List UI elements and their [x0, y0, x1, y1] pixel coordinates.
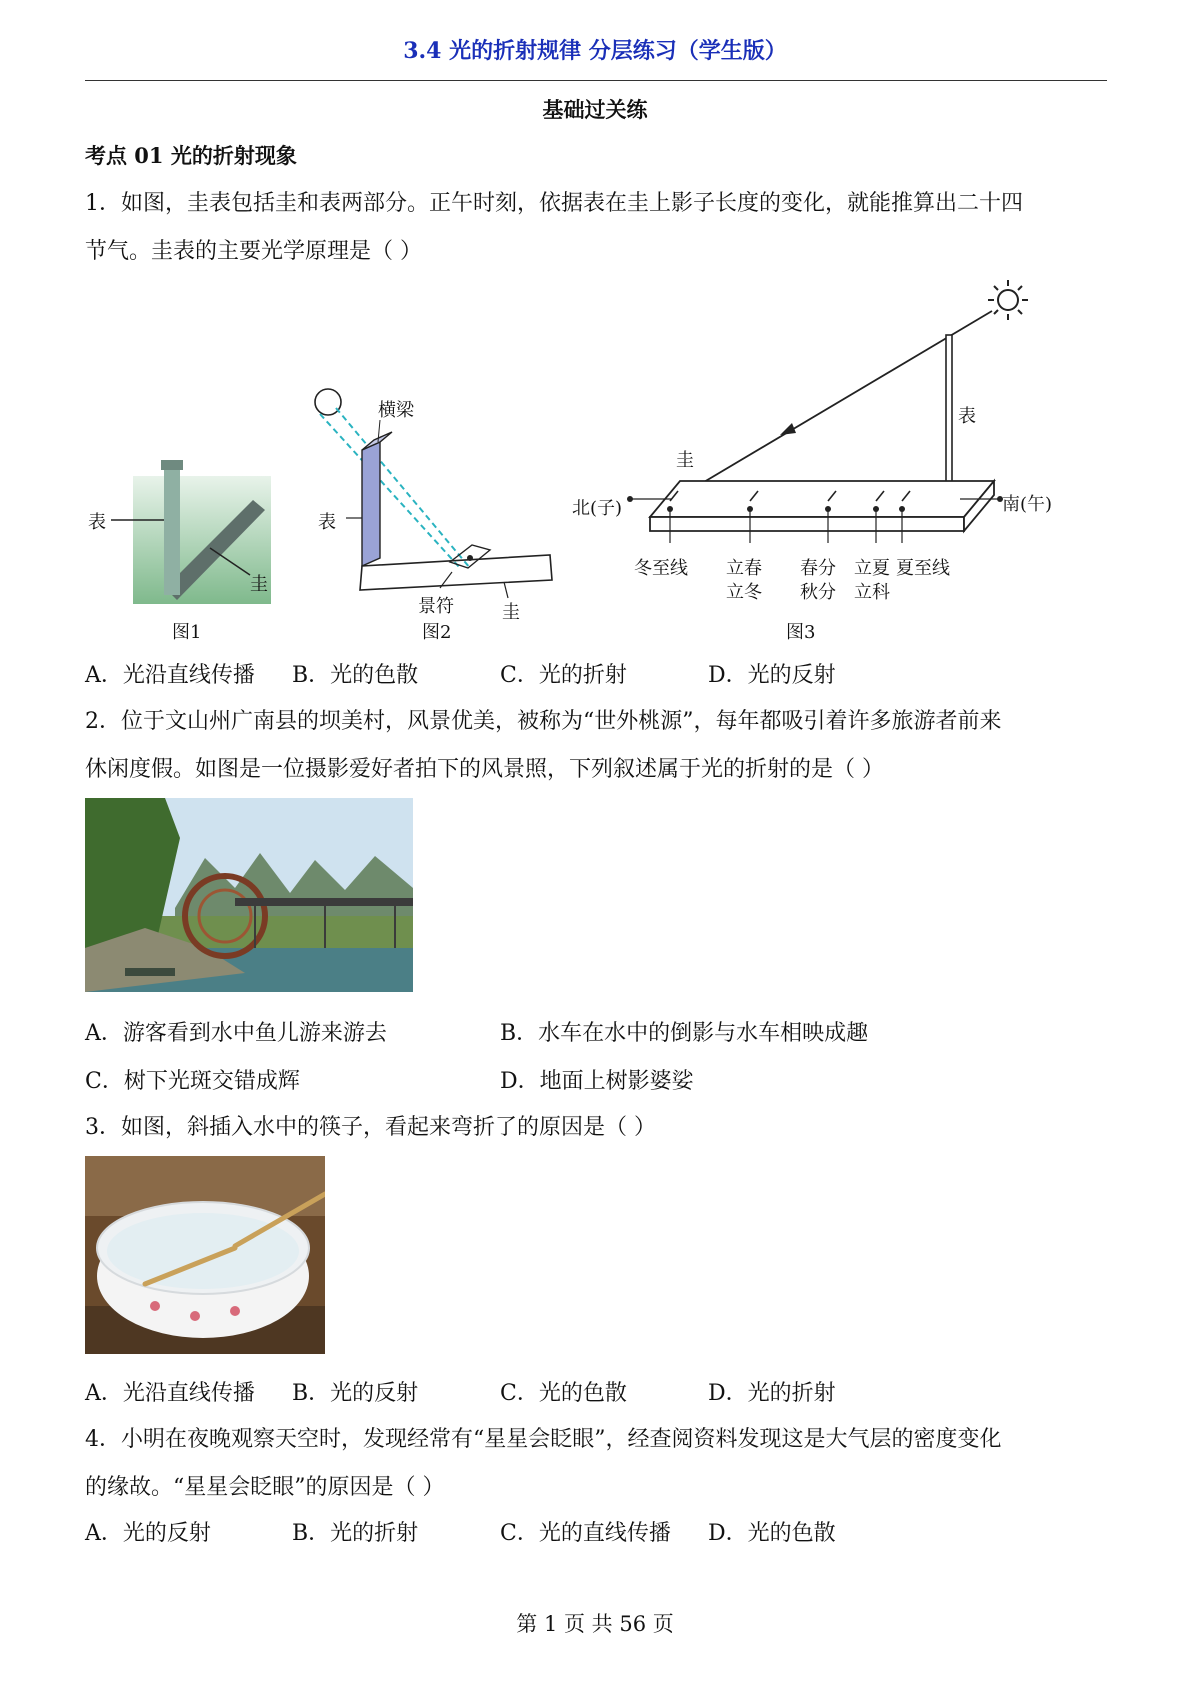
fig3-label-north: 北(子): [572, 498, 623, 519]
fig3-term-lidong: 立冬: [726, 582, 762, 603]
q2-text-line1: 2．位于文山州广南县的坝美村，风景优美，被称为“世外桃源”，每年都吸引着许多旅游者前来: [85, 709, 1002, 734]
fig3-caption: 图3: [786, 622, 816, 643]
topic-heading: 考点 01 光的折射现象: [85, 143, 297, 168]
q3-option-a[interactable]: A．光沿直线传播: [85, 1381, 255, 1406]
q4-option-b[interactable]: B．光的折射: [292, 1521, 419, 1546]
q1-option-a[interactable]: A．光沿直线传播: [85, 663, 255, 688]
fig1-label-gui: 圭: [250, 574, 268, 595]
page-title: 3.4 光的折射规律 分层练习（学生版）: [403, 38, 787, 64]
q2-landscape-photo: [85, 798, 413, 992]
q1-text-line2: 节气。圭表的主要光学原理是（ ）: [85, 239, 422, 264]
q3-text-line1: 3．如图，斜插入水中的筷子，看起来弯折了的原因是（ ）: [85, 1115, 656, 1140]
q2-option-d[interactable]: D．地面上树影婆娑: [500, 1069, 694, 1094]
fig3-term-like: 立科: [854, 582, 890, 603]
q4-text-line1: 4．小明在夜晚观察天空时，发现经常有“星星会眨眼”，经查阅资料发现这是大气层的密度变化: [85, 1427, 1002, 1452]
fig3-label-gui: 圭: [676, 450, 694, 471]
header-rule: [85, 80, 1107, 81]
fig3-label-south: 南(午): [1002, 494, 1053, 515]
q3-option-c[interactable]: C．光的色散: [500, 1381, 627, 1406]
fig2-label-gui: 圭: [502, 602, 520, 623]
fig3-term-qiufen: 秋分: [800, 582, 836, 603]
q4-option-d[interactable]: D．光的色散: [708, 1521, 836, 1546]
fig3-term-xiazhi: 夏至线: [896, 558, 950, 579]
fig1-label-biao: 表: [88, 512, 106, 533]
q3-chopstick-bowl-photo: [85, 1156, 325, 1354]
fig3-term-lixia: 立夏: [854, 558, 890, 579]
q1-text-line1: 1．如图，圭表包括圭和表两部分。正午时刻，依据表在圭上影子长度的变化，就能推算出二十四: [85, 191, 1024, 216]
q1-option-d[interactable]: D．光的反射: [708, 663, 836, 688]
section-title: 基础过关练: [542, 97, 648, 122]
fig2-label-jingfu: 景符: [418, 596, 454, 617]
fig3-label-biao: 表: [958, 406, 976, 427]
fig2-caption: 图2: [422, 622, 452, 643]
fig2-gnomon-diagram: [300, 380, 570, 610]
fig1-caption: 图1: [172, 622, 202, 643]
fig3-term-dongzhi: 冬至线: [634, 558, 688, 579]
q4-text-line2: 的缘故。“星星会眨眼”的原因是（ ）: [85, 1475, 445, 1500]
q2-option-a[interactable]: A．游客看到水中鱼儿游来游去: [85, 1021, 387, 1046]
q4-option-c[interactable]: C．光的直线传播: [500, 1521, 671, 1546]
fig3-term-lichun: 立春: [726, 558, 762, 579]
fig2-label-hengliang: 横梁: [378, 400, 414, 421]
fig3-term-chunfen: 春分: [800, 558, 836, 579]
q4-option-a[interactable]: A．光的反射: [85, 1521, 211, 1546]
q2-option-b[interactable]: B．水车在水中的倒影与水车相映成趣: [500, 1021, 869, 1046]
q3-option-b[interactable]: B．光的反射: [292, 1381, 419, 1406]
q2-text-line2: 休闲度假。如图是一位摄影爱好者拍下的风景照，下列叙述属于光的折射的是（ ）: [85, 757, 884, 782]
q2-option-c[interactable]: C．树下光斑交错成辉: [85, 1069, 300, 1094]
page-footer: 第 1 页 共 56 页: [516, 1612, 674, 1636]
q3-option-d[interactable]: D．光的折射: [708, 1381, 836, 1406]
fig2-label-biao: 表: [318, 512, 336, 533]
q1-option-b[interactable]: B．光的色散: [292, 663, 419, 688]
fig3-gnomon-schematic: [620, 275, 1040, 545]
q1-option-c[interactable]: C．光的折射: [500, 663, 627, 688]
